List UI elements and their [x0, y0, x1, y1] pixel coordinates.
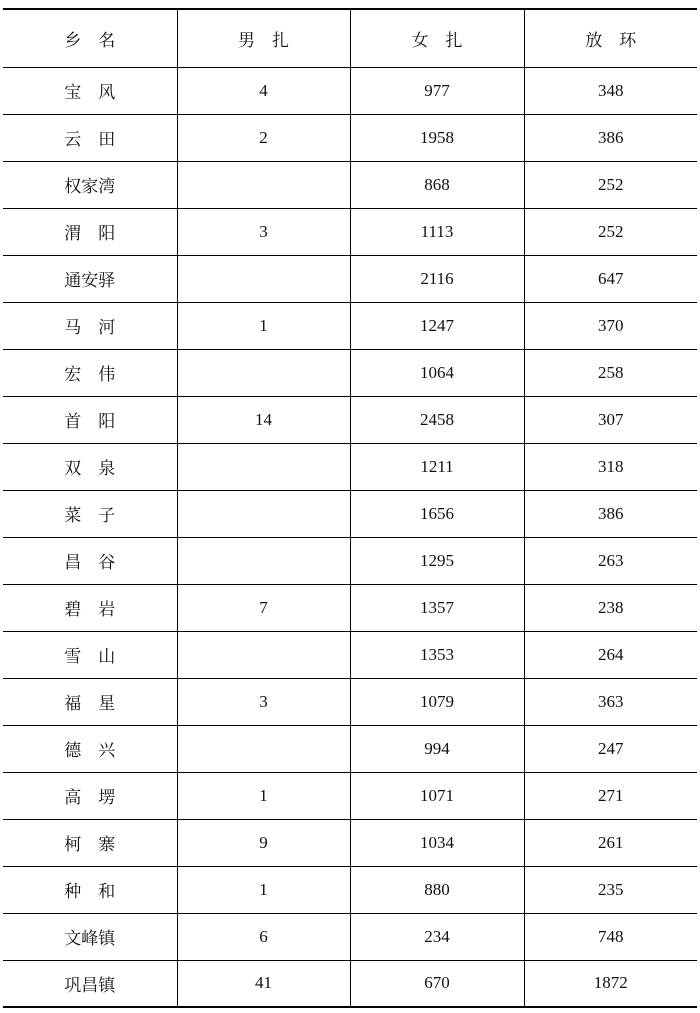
cell-female-ligation: 1958 [350, 114, 524, 161]
table-row [3, 678, 697, 725]
cell-female-ligation: 1656 [350, 490, 524, 537]
header-iud: 放 环 [524, 9, 697, 67]
cell-iud: 748 [524, 913, 697, 960]
header-township: 乡 名 [3, 9, 177, 67]
cell-female-ligation: 1295 [350, 537, 524, 584]
cell-township: 雪 山 [3, 631, 177, 678]
table-row [3, 443, 697, 490]
table-row [3, 584, 697, 631]
cell-iud: 263 [524, 537, 697, 584]
table-row [3, 631, 697, 678]
cell-iud: 386 [524, 490, 697, 537]
cell-iud: 318 [524, 443, 697, 490]
cell-female-ligation: 1113 [350, 208, 524, 255]
cell-male-ligation: 9 [177, 819, 350, 866]
cell-male-ligation: 1 [177, 302, 350, 349]
table-row [3, 866, 697, 913]
cell-male-ligation: 7 [177, 584, 350, 631]
cell-iud: 252 [524, 208, 697, 255]
cell-township: 文峰镇 [3, 913, 177, 960]
cell-female-ligation: 2458 [350, 396, 524, 443]
cell-female-ligation: 977 [350, 67, 524, 114]
cell-male-ligation: 1 [177, 772, 350, 819]
header-male-ligation: 男 扎 [177, 9, 350, 67]
cell-township: 宝 风 [3, 67, 177, 114]
cell-female-ligation: 1064 [350, 349, 524, 396]
table-row [3, 161, 697, 208]
cell-township: 德 兴 [3, 725, 177, 772]
cell-male-ligation: 14 [177, 396, 350, 443]
cell-township: 渭 阳 [3, 208, 177, 255]
cell-male-ligation [177, 349, 350, 396]
cell-township: 首 阳 [3, 396, 177, 443]
cell-township: 巩昌镇 [3, 960, 177, 1007]
cell-female-ligation: 868 [350, 161, 524, 208]
cell-female-ligation: 1034 [350, 819, 524, 866]
cell-township: 云 田 [3, 114, 177, 161]
table-row [3, 913, 697, 960]
cell-iud: 261 [524, 819, 697, 866]
table-row [3, 490, 697, 537]
table-row [3, 208, 697, 255]
table-row [3, 302, 697, 349]
table-row [3, 349, 697, 396]
table-row [3, 772, 697, 819]
cell-male-ligation: 1 [177, 866, 350, 913]
cell-township: 种 和 [3, 866, 177, 913]
table-row [3, 114, 697, 161]
cell-male-ligation [177, 255, 350, 302]
cell-female-ligation: 880 [350, 866, 524, 913]
cell-township: 宏 伟 [3, 349, 177, 396]
cell-iud: 647 [524, 255, 697, 302]
cell-township: 菜 子 [3, 490, 177, 537]
cell-male-ligation: 41 [177, 960, 350, 1007]
table-row [3, 255, 697, 302]
cell-male-ligation: 6 [177, 913, 350, 960]
cell-iud: 386 [524, 114, 697, 161]
cell-iud: 247 [524, 725, 697, 772]
cell-male-ligation [177, 490, 350, 537]
cell-township: 昌 谷 [3, 537, 177, 584]
table-row [3, 960, 697, 1007]
header-row [3, 9, 697, 67]
cell-township: 柯 寨 [3, 819, 177, 866]
cell-iud: 258 [524, 349, 697, 396]
cell-female-ligation: 1357 [350, 584, 524, 631]
cell-male-ligation [177, 443, 350, 490]
cell-female-ligation: 994 [350, 725, 524, 772]
cell-female-ligation: 1071 [350, 772, 524, 819]
header-female-ligation: 女 扎 [350, 9, 524, 67]
cell-female-ligation: 1079 [350, 678, 524, 725]
cell-male-ligation: 2 [177, 114, 350, 161]
cell-iud: 271 [524, 772, 697, 819]
cell-male-ligation [177, 725, 350, 772]
cell-iud: 363 [524, 678, 697, 725]
cell-iud: 348 [524, 67, 697, 114]
cell-female-ligation: 234 [350, 913, 524, 960]
cell-female-ligation: 1211 [350, 443, 524, 490]
cell-iud: 307 [524, 396, 697, 443]
cell-female-ligation: 1353 [350, 631, 524, 678]
cell-iud: 238 [524, 584, 697, 631]
table-header [3, 9, 697, 67]
table-row [3, 537, 697, 584]
cell-male-ligation [177, 537, 350, 584]
data-table [3, 8, 697, 1008]
cell-township: 碧 岩 [3, 584, 177, 631]
cell-iud: 264 [524, 631, 697, 678]
cell-female-ligation: 2116 [350, 255, 524, 302]
cell-male-ligation [177, 161, 350, 208]
table-row [3, 396, 697, 443]
cell-male-ligation: 3 [177, 208, 350, 255]
cell-township: 福 星 [3, 678, 177, 725]
cell-iud: 252 [524, 161, 697, 208]
cell-iud: 235 [524, 866, 697, 913]
cell-male-ligation: 3 [177, 678, 350, 725]
cell-female-ligation: 670 [350, 960, 524, 1007]
table-row [3, 819, 697, 866]
cell-township: 权家湾 [3, 161, 177, 208]
cell-township: 双 泉 [3, 443, 177, 490]
cell-township: 高 塄 [3, 772, 177, 819]
table-row [3, 725, 697, 772]
cell-female-ligation: 1247 [350, 302, 524, 349]
cell-iud: 1872 [524, 960, 697, 1007]
cell-iud: 370 [524, 302, 697, 349]
cell-male-ligation [177, 631, 350, 678]
cell-township: 通安驿 [3, 255, 177, 302]
cell-male-ligation: 4 [177, 67, 350, 114]
table-row [3, 67, 697, 114]
table-body [3, 67, 697, 1007]
cell-township: 马 河 [3, 302, 177, 349]
